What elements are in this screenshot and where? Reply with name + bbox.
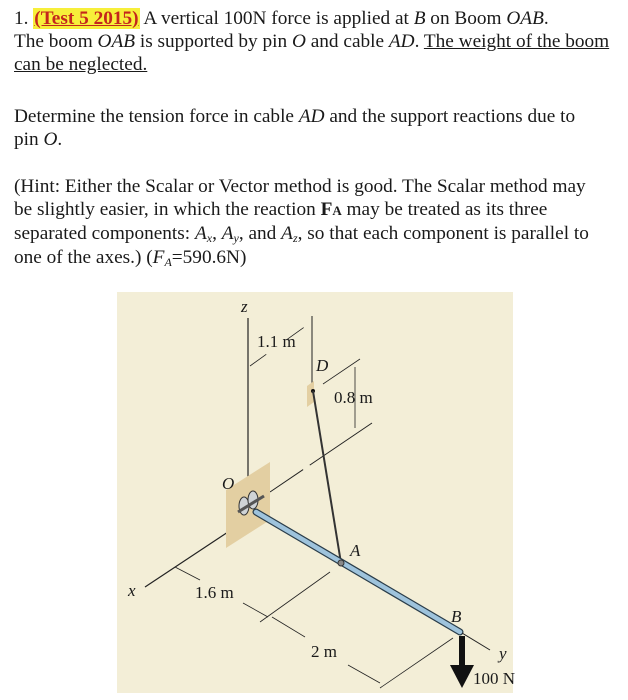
text-segment: y xyxy=(233,231,239,246)
underlined-note: The weight of the boom can be neglected. xyxy=(14,31,610,76)
point-a xyxy=(338,560,344,566)
text-segment: . xyxy=(57,129,63,151)
y-label: y xyxy=(499,644,507,663)
text-segment: O xyxy=(43,129,58,151)
b-label: B xyxy=(451,607,462,626)
text-segment: OAB xyxy=(506,8,544,29)
text-segment: (Hint: Either the Scalar or Vector method is good. The Scalar method may be slightly easier, in which the reaction xyxy=(14,176,586,221)
z-label: z xyxy=(241,297,248,316)
text-segment: AD xyxy=(388,31,415,53)
dimension-1-6m: 1.6 m xyxy=(195,583,234,602)
dimension-2m: 2 m xyxy=(311,642,337,661)
text-segment: z xyxy=(292,231,298,246)
text-segment: O xyxy=(291,31,306,53)
text-segment: F xyxy=(152,246,165,268)
text-segment: . xyxy=(543,8,549,29)
text-segment: =590.6N) xyxy=(171,246,247,268)
text-segment: OAB xyxy=(97,31,136,53)
text-segment: . xyxy=(414,31,424,53)
text-segment: The boom xyxy=(14,31,98,53)
text-segment: AD xyxy=(298,106,325,127)
text-segment: A xyxy=(194,223,207,245)
text-segment: Determine the tension force in cable xyxy=(14,106,299,127)
text-segment: A xyxy=(332,203,342,219)
text-segment: and the support reactions due to pin xyxy=(14,106,576,151)
text-segment: , and xyxy=(238,223,282,245)
text-segment: F xyxy=(320,199,333,221)
test-tag: (Test 5 2015) xyxy=(34,8,139,29)
dimension-1-1m: 1.1 m xyxy=(257,332,296,351)
text-segment: x xyxy=(206,231,213,246)
text-segment: and cable xyxy=(305,31,389,53)
text-segment: , so that each component is parallel to one of the axes.) ( xyxy=(14,223,589,268)
problem-number: 1. xyxy=(14,8,29,29)
o-label: O xyxy=(222,474,235,493)
text-segment: is supported by pin xyxy=(135,31,292,53)
text-segment: A vertical 100N force is applied at xyxy=(139,8,414,29)
d-label: D xyxy=(316,356,329,375)
text-segment: may be treated as its three separated components: xyxy=(14,199,548,245)
text-segment: , xyxy=(212,223,222,245)
a-label: A xyxy=(350,541,361,560)
dimension-0-8m: 0.8 m xyxy=(334,388,373,407)
x-label: x xyxy=(128,581,136,600)
text-segment: A xyxy=(281,223,293,245)
text-segment: A xyxy=(221,223,234,245)
text-segment: on Boom xyxy=(425,8,507,29)
force-label: 100 N xyxy=(473,669,516,688)
diagram-background xyxy=(117,292,516,693)
text-segment: B xyxy=(413,8,426,29)
text-segment: A xyxy=(164,254,172,269)
